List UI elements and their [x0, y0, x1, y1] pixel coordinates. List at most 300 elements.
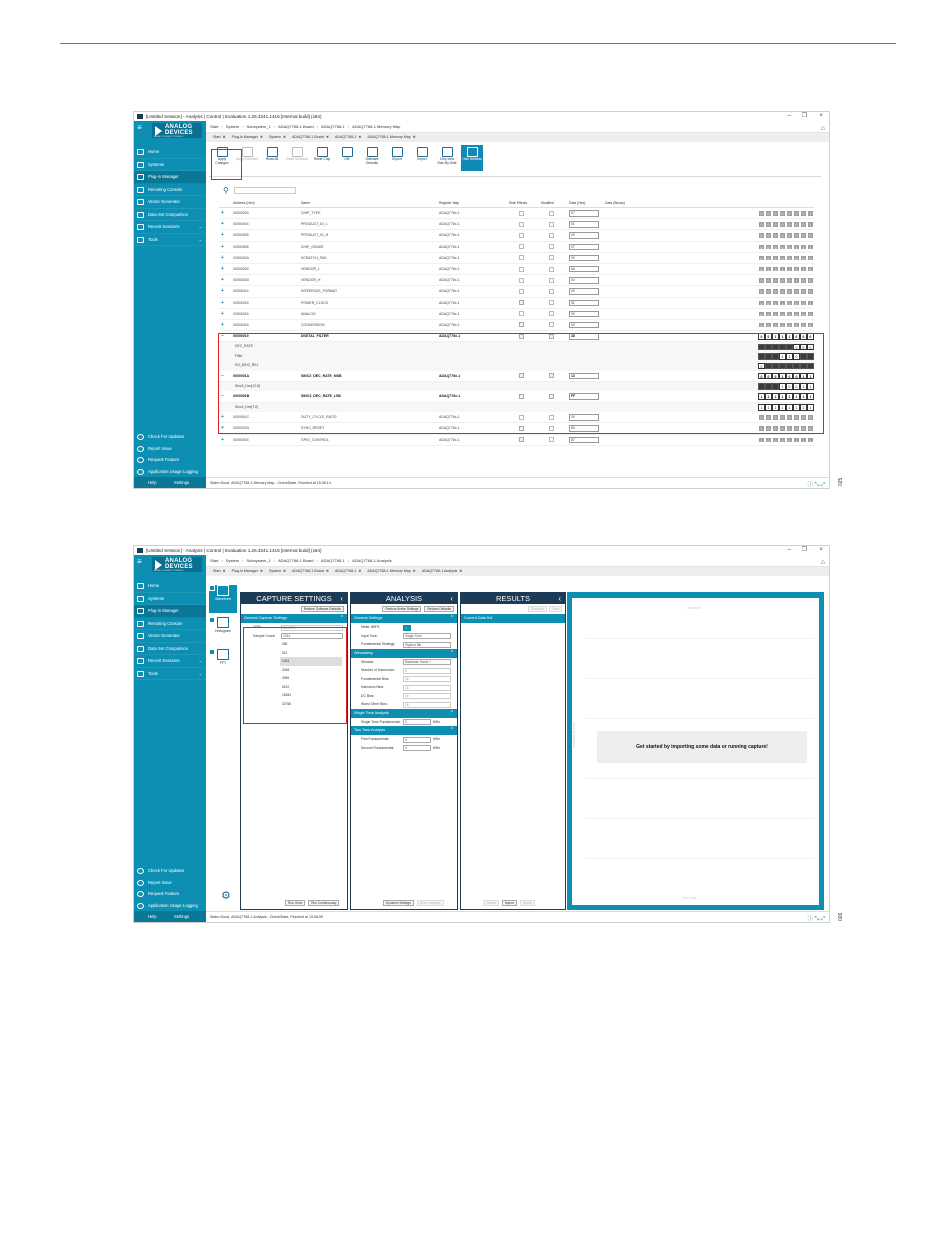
- col-data-binary[interactable]: Data (Binary): [605, 201, 625, 205]
- checkbox-icon[interactable]: [209, 585, 215, 591]
- bit-cell[interactable]: 0: [800, 344, 807, 351]
- tab-system[interactable]: [266, 567, 289, 576]
- bit-cell[interactable]: 1: [807, 300, 814, 307]
- tab-adaq7768-1[interactable]: [332, 567, 364, 576]
- bit-cell[interactable]: 0: [786, 255, 793, 262]
- bit-cell[interactable]: 0: [786, 322, 793, 329]
- data-hex-input[interactable]: 04: [569, 277, 599, 284]
- bit-cell[interactable]: 0: [772, 414, 779, 421]
- side-effects-checkbox[interactable]: [519, 275, 524, 286]
- breadcrumb-item[interactable]: ADAQ7768-1 Memory Map: [352, 124, 401, 129]
- bit-cell[interactable]: 1: [800, 266, 807, 273]
- bit-cell[interactable]: 1: [807, 373, 814, 380]
- software-defaults-button[interactable]: [361, 145, 383, 171]
- bit-cell[interactable]: 1: [807, 221, 814, 228]
- bit-cell[interactable]: 0: [772, 288, 779, 295]
- collapse-icon[interactable]: ‹: [450, 594, 453, 603]
- export-button[interactable]: [386, 145, 408, 171]
- checkbox[interactable]: [549, 255, 554, 260]
- bit-cell[interactable]: 0: [800, 425, 807, 432]
- bit-cell[interactable]: 0: [779, 414, 786, 421]
- bit-cell[interactable]: 0: [772, 210, 779, 217]
- bit-cell[interactable]: 0: [786, 437, 793, 444]
- breadcrumb-item[interactable]: ADAQ7768-1 Board: [278, 124, 314, 129]
- bit-cell[interactable]: 0: [765, 311, 772, 318]
- bit-cell[interactable]: 0: [772, 244, 779, 251]
- bit-cell[interactable]: 1: [793, 210, 800, 217]
- bit-cell[interactable]: 0: [800, 255, 807, 262]
- checkbox[interactable]: [549, 300, 554, 305]
- bit-cell[interactable]: 0: [807, 333, 814, 340]
- breadcrumb-item[interactable]: ADAQ7768-1: [320, 558, 345, 563]
- binary-bits[interactable]: [758, 437, 814, 444]
- expand-icon[interactable]: +: [221, 232, 224, 239]
- register-row[interactable]: [219, 275, 814, 286]
- checkbox[interactable]: [549, 222, 554, 227]
- bit-cell[interactable]: 0: [779, 322, 786, 329]
- bit-cell[interactable]: 0: [807, 255, 814, 262]
- field-value[interactable]: 5: [403, 668, 451, 674]
- home-icon[interactable]: ⌂: [820, 559, 825, 566]
- collapse-icon[interactable]: ‹: [558, 594, 561, 603]
- bit-cell[interactable]: 1: [779, 373, 786, 380]
- bit-cell[interactable]: 1: [779, 383, 786, 390]
- bit-cell[interactable]: 0: [793, 221, 800, 228]
- checkbox[interactable]: [549, 322, 554, 327]
- side-effects-checkbox[interactable]: [519, 264, 524, 275]
- bit-cell[interactable]: 0: [779, 210, 786, 217]
- gear-icon[interactable]: ⚙: [221, 890, 231, 902]
- bit-cell[interactable]: 1: [793, 277, 800, 284]
- expand-icon[interactable]: +: [221, 310, 224, 317]
- register-row[interactable]: [219, 230, 814, 241]
- data-hex-input[interactable]: 00: [569, 288, 599, 295]
- collapse-icon[interactable]: −: [221, 372, 224, 379]
- import-button[interactable]: [411, 145, 433, 171]
- bit-cell[interactable]: 0: [772, 277, 779, 284]
- sidebar-item-report-issue[interactable]: [134, 443, 206, 455]
- checkbox[interactable]: [549, 233, 554, 238]
- dropdown-option[interactable]: 4096: [282, 676, 290, 680]
- side-effects-checkbox[interactable]: [519, 219, 524, 230]
- close-icon[interactable]: ×: [819, 547, 823, 553]
- read-all-button[interactable]: [261, 145, 283, 171]
- dropdown-option[interactable]: 16384: [282, 693, 291, 697]
- run-once-button[interactable]: Run Once: [285, 900, 305, 906]
- bit-cell[interactable]: 0: [779, 277, 786, 284]
- expand-icon[interactable]: +: [221, 436, 224, 443]
- minimize-icon[interactable]: –: [787, 547, 791, 553]
- bit-cell[interactable]: 1: [800, 244, 807, 251]
- register-row[interactable]: [219, 435, 814, 446]
- sidebar-item-remoting-console[interactable]: [134, 618, 206, 631]
- bit-cell[interactable]: 1: [786, 404, 793, 411]
- checkbox[interactable]: [519, 322, 524, 327]
- close-icon[interactable]: ×: [819, 113, 823, 119]
- bit-cell[interactable]: 0: [800, 300, 807, 307]
- bit-cell[interactable]: 0: [800, 221, 807, 228]
- sidebar-item-request-feature[interactable]: [134, 454, 206, 466]
- checkbox[interactable]: [519, 244, 524, 249]
- bit-cell[interactable]: 1: [786, 333, 793, 340]
- tab-adaq7768-1-memory-map[interactable]: [364, 133, 418, 142]
- bit-cell[interactable]: 0: [779, 437, 786, 444]
- bit-cell[interactable]: 0: [758, 333, 765, 340]
- current-data-set-header[interactable]: Current Data Set: [461, 614, 565, 623]
- first-fundamental-input[interactable]: 0: [403, 737, 431, 743]
- tab-adaq7768-1-analysis[interactable]: [419, 567, 466, 576]
- bit-cell[interactable]: 0: [779, 221, 786, 228]
- field-value[interactable]: Single Tone: [403, 633, 451, 639]
- close-icon[interactable]: ✕: [325, 135, 329, 139]
- bit-cell[interactable]: 1: [779, 333, 786, 340]
- side-effects-checkbox[interactable]: [519, 208, 524, 219]
- bit-cell[interactable]: 0: [786, 373, 793, 380]
- bit-cell[interactable]: 0: [772, 221, 779, 228]
- restore-software-defaults-button[interactable]: Restore Software Defaults: [301, 606, 344, 612]
- bit-cell[interactable]: 0: [807, 311, 814, 318]
- tab-adaq7768-1-board[interactable]: [289, 133, 332, 142]
- data-hex-input[interactable]: 07: [569, 244, 599, 251]
- dropdown-option[interactable]: 256: [282, 642, 288, 646]
- bit-cell[interactable]: 0: [793, 232, 800, 239]
- breadcrumb-item[interactable]: Subsystem_1: [246, 558, 271, 563]
- register-row[interactable]: [219, 309, 814, 320]
- field-value[interactable]: Highest Bin: [403, 642, 451, 648]
- dropdown-option[interactable]: 32768: [282, 701, 291, 706]
- sidebar-item-remoting-console[interactable]: [134, 184, 206, 197]
- status-icons[interactable]: ⓘ ⤡ ⤢: [807, 916, 825, 922]
- bit-cell[interactable]: 0: [758, 373, 765, 380]
- side-effects-checkbox[interactable]: [519, 230, 524, 241]
- expand-icon[interactable]: +: [221, 265, 224, 272]
- sidebar-item-recent-sessions[interactable]: [134, 655, 206, 668]
- binary-bits[interactable]: [758, 266, 814, 273]
- bit-cell[interactable]: 0: [800, 414, 807, 421]
- register-row[interactable]: [219, 286, 814, 297]
- bit-cell[interactable]: 1: [779, 404, 786, 411]
- bit-cell[interactable]: 1: [800, 404, 807, 411]
- sidebar-item-recent-sessions[interactable]: [134, 221, 206, 234]
- bit-cell[interactable]: 0: [758, 255, 765, 262]
- chip-view-side-by-side-button[interactable]: [436, 145, 458, 171]
- checkbox[interactable]: [519, 211, 524, 216]
- sidebar-item-systems[interactable]: [134, 159, 206, 172]
- bit-cell[interactable]: 0: [800, 333, 807, 340]
- bit-cell[interactable]: 1: [779, 353, 786, 360]
- bit-cell[interactable]: 0: [772, 425, 779, 432]
- bit-cell[interactable]: 1: [800, 373, 807, 380]
- bit-cell[interactable]: 1: [765, 404, 772, 411]
- field-value[interactable]: Blackman Harris 7: [403, 659, 451, 665]
- bit-cell[interactable]: 0: [779, 244, 786, 251]
- bit-cell[interactable]: 0: [758, 322, 765, 329]
- modified-checkbox[interactable]: [549, 219, 554, 230]
- data-hex-input[interactable]: 13: [569, 373, 599, 380]
- sidebar-item-tools[interactable]: [134, 234, 206, 247]
- bit-cell[interactable]: 1: [758, 393, 765, 400]
- data-hex-input[interactable]: 80: [569, 425, 599, 432]
- col-name[interactable]: Name: [301, 201, 311, 205]
- bit-cell[interactable]: 1: [807, 393, 814, 400]
- side-effects-checkbox[interactable]: [519, 298, 524, 309]
- bit-cell[interactable]: 0: [807, 414, 814, 421]
- breadcrumb-item[interactable]: ADAQ7768-1: [320, 124, 345, 129]
- data-hex-input[interactable]: 00: [569, 255, 599, 262]
- register-row[interactable]: [219, 264, 814, 275]
- bit-cell[interactable]: 0: [793, 311, 800, 318]
- sidebar-item-home[interactable]: [134, 146, 206, 159]
- bit-cell[interactable]: 0: [807, 232, 814, 239]
- bit-cell[interactable]: 0: [793, 300, 800, 307]
- bit-cell[interactable]: 1: [758, 404, 765, 411]
- bit-cell[interactable]: 1: [807, 437, 814, 444]
- checkbox[interactable]: [519, 267, 524, 272]
- close-icon[interactable]: ✕: [459, 569, 463, 573]
- bit-cell[interactable]: 0: [772, 232, 779, 239]
- col-address[interactable]: Address (Hex): [233, 201, 255, 205]
- sidebar-item-vector-generator[interactable]: [134, 196, 206, 209]
- data-hex-input[interactable]: 07: [569, 210, 599, 217]
- help-button[interactable]: Help: [148, 914, 157, 919]
- search-icon[interactable]: ⚲: [223, 186, 229, 195]
- bit-cell[interactable]: 0: [793, 266, 800, 273]
- import-button[interactable]: Import: [502, 900, 517, 906]
- close-icon[interactable]: ✕: [222, 569, 226, 573]
- tab-start[interactable]: [210, 133, 229, 142]
- col-side-effects[interactable]: Side Effects: [509, 201, 528, 205]
- data-hex-input[interactable]: FF: [569, 393, 599, 400]
- data-hex-input[interactable]: 5A: [569, 266, 599, 273]
- binary-bits[interactable]: [758, 322, 814, 329]
- sidebar-item-check-for-updates[interactable]: [134, 865, 206, 877]
- close-icon[interactable]: ✕: [412, 569, 416, 573]
- previous-button[interactable]: Previous: [528, 606, 546, 612]
- expand-icon[interactable]: +: [221, 210, 224, 216]
- cancel-button[interactable]: Cancel: [483, 900, 499, 906]
- bit-cell[interactable]: 0: [793, 373, 800, 380]
- bit-cell[interactable]: 0: [779, 311, 786, 318]
- bit-cell[interactable]: 0: [786, 311, 793, 318]
- data-hex-input[interactable]: 01: [569, 221, 599, 228]
- bit-cell[interactable]: 1: [786, 266, 793, 273]
- bit-cell[interactable]: 0: [807, 277, 814, 284]
- bit-cell[interactable]: 0: [758, 266, 765, 273]
- tab-adaq7768-1-board[interactable]: [289, 567, 332, 576]
- bit-cell[interactable]: 1: [793, 404, 800, 411]
- field-value[interactable]: ✓: [403, 625, 411, 631]
- bit-cell[interactable]: 1: [772, 300, 779, 307]
- tab-plug-in-manager[interactable]: [229, 567, 266, 576]
- binary-bits[interactable]: [758, 255, 814, 262]
- bit-cell[interactable]: 0: [765, 414, 772, 421]
- checkbox[interactable]: [519, 233, 524, 238]
- bit-cell[interactable]: 0: [758, 210, 765, 217]
- expand-icon[interactable]: +: [221, 414, 224, 421]
- bit-cell[interactable]: 1: [800, 393, 807, 400]
- close-icon[interactable]: ✕: [325, 569, 329, 573]
- bit-cell[interactable]: 0: [758, 414, 765, 421]
- checkbox[interactable]: [549, 278, 554, 283]
- bit-cell[interactable]: 0: [765, 221, 772, 228]
- field-value[interactable]: 16: [403, 693, 451, 699]
- second-fundamental-input[interactable]: 0: [403, 745, 431, 751]
- status-icons[interactable]: ⓘ ⤡ ⤢: [807, 482, 825, 488]
- bit-cell[interactable]: 0: [779, 288, 786, 295]
- bit-cell[interactable]: 0: [772, 322, 779, 329]
- general-capture-settings-header[interactable]: General Capture Settings ^: [241, 614, 347, 623]
- view-waveform[interactable]: Waveform: [209, 585, 237, 613]
- bit-cell[interactable]: 0: [779, 232, 786, 239]
- register-row[interactable]: [219, 242, 814, 253]
- bit-cell[interactable]: 0: [807, 322, 814, 329]
- bit-cell[interactable]: 1: [807, 383, 814, 390]
- modified-checkbox[interactable]: [549, 298, 554, 309]
- tab-adaq7768-1[interactable]: [332, 133, 364, 142]
- bit-cell[interactable]: 1: [786, 353, 793, 360]
- side-effects-checkbox[interactable]: [519, 286, 524, 297]
- bit-cell[interactable]: 1: [807, 244, 814, 251]
- binary-bits[interactable]: [758, 244, 814, 251]
- checkbox[interactable]: [549, 289, 554, 294]
- bit-cell[interactable]: 1: [765, 393, 772, 400]
- breadcrumb-item[interactable]: System: [225, 124, 240, 129]
- breadcrumb-item[interactable]: System: [225, 558, 240, 563]
- sidebar-item-plug-in-manager[interactable]: [134, 171, 206, 184]
- bit-cell[interactable]: 0: [786, 288, 793, 295]
- bit-cell[interactable]: 0: [807, 288, 814, 295]
- settings-button[interactable]: Settings: [174, 480, 190, 485]
- bit-cell[interactable]: 0: [758, 288, 765, 295]
- bit-cell[interactable]: 0: [807, 344, 814, 351]
- export-button[interactable]: Export: [520, 900, 535, 906]
- checkbox-icon[interactable]: [209, 649, 215, 655]
- col-modified[interactable]: Modified: [541, 201, 554, 205]
- register-row[interactable]: [219, 320, 814, 331]
- bit-cell[interactable]: 0: [786, 414, 793, 421]
- bit-cell[interactable]: 1: [800, 437, 807, 444]
- breadcrumb-item[interactable]: Start: [210, 558, 219, 563]
- checkbox[interactable]: [519, 300, 524, 305]
- modified-checkbox[interactable]: [549, 208, 554, 219]
- home-icon[interactable]: ⌂: [820, 125, 825, 132]
- modified-checkbox[interactable]: [549, 309, 554, 320]
- expand-icon[interactable]: +: [221, 277, 224, 284]
- bit-cell[interactable]: 0: [793, 255, 800, 262]
- breadcrumb-item[interactable]: Start: [210, 124, 219, 129]
- modified-checkbox[interactable]: [549, 253, 554, 264]
- modified-checkbox[interactable]: [549, 320, 554, 331]
- bit-cell[interactable]: 0: [800, 311, 807, 318]
- expand-icon[interactable]: +: [221, 221, 224, 228]
- close-icon[interactable]: ✕: [412, 135, 416, 139]
- checkbox[interactable]: [549, 311, 554, 316]
- binary-bits[interactable]: [758, 311, 814, 318]
- bit-cell[interactable]: 0: [758, 244, 765, 251]
- sample-count-select[interactable]: 1024: [281, 633, 343, 639]
- bit-cell[interactable]: 0: [765, 425, 772, 432]
- hide-bitfields-button[interactable]: [461, 145, 483, 171]
- register-row[interactable]: [219, 298, 814, 309]
- settings-button[interactable]: Settings: [174, 914, 190, 919]
- expand-icon[interactable]: +: [221, 288, 224, 295]
- two-tone-header[interactable]: Two Tone Analysis ^: [351, 726, 457, 735]
- bit-cell[interactable]: 0: [765, 210, 772, 217]
- side-effects-checkbox[interactable]: [519, 253, 524, 264]
- bit-cell[interactable]: 0: [800, 232, 807, 239]
- bit-cell[interactable]: 1: [765, 266, 772, 273]
- bit-cell[interactable]: 0: [793, 344, 800, 351]
- register-row[interactable]: [219, 219, 814, 230]
- bit-cell[interactable]: 1: [793, 393, 800, 400]
- sidebar-item-data-set-comparison[interactable]: [134, 209, 206, 222]
- side-effects-checkbox[interactable]: [519, 242, 524, 253]
- side-effects-checkbox[interactable]: [519, 309, 524, 320]
- bit-cell[interactable]: 0: [786, 425, 793, 432]
- expand-icon[interactable]: +: [221, 321, 224, 328]
- dropdown-option[interactable]: 2048: [282, 667, 290, 672]
- minimize-icon[interactable]: –: [787, 113, 791, 119]
- checkbox[interactable]: [549, 211, 554, 216]
- data-hex-input[interactable]: 87: [569, 437, 599, 444]
- field-value[interactable]: 16: [403, 702, 451, 708]
- col-register-map[interactable]: Register Map: [439, 201, 460, 205]
- bit-cell[interactable]: 0: [765, 232, 772, 239]
- bit-cell[interactable]: 0: [786, 244, 793, 251]
- breadcrumb-item[interactable]: ADAQ7768-1 Analysis: [352, 558, 392, 563]
- bit-cell[interactable]: 0: [793, 288, 800, 295]
- bit-cell[interactable]: 1: [779, 300, 786, 307]
- dropdown-option[interactable]: 1024: [280, 657, 342, 666]
- checkbox[interactable]: [519, 255, 524, 260]
- bit-cell[interactable]: 0: [772, 266, 779, 273]
- breadcrumb-item[interactable]: ADAQ7768-1 Board: [278, 558, 314, 563]
- tab-system[interactable]: [266, 133, 289, 142]
- bit-cell[interactable]: 1: [807, 404, 814, 411]
- bit-cell[interactable]: 0: [779, 425, 786, 432]
- binary-bits[interactable]: [758, 288, 814, 295]
- help-button[interactable]: Help: [148, 480, 157, 485]
- modified-checkbox[interactable]: [549, 275, 554, 286]
- breadcrumb-item[interactable]: Subsystem_1: [246, 124, 271, 129]
- close-icon[interactable]: ✕: [222, 135, 226, 139]
- bit-cell[interactable]: 0: [793, 425, 800, 432]
- bit-cell[interactable]: 1: [800, 383, 807, 390]
- collapse-icon[interactable]: −: [221, 393, 224, 400]
- single-tone-header[interactable]: Single Tone Analysis ^: [351, 709, 457, 718]
- data-hex-input[interactable]: 00: [569, 414, 599, 421]
- bit-cell[interactable]: 0: [765, 437, 772, 444]
- data-hex-input[interactable]: 38: [569, 333, 599, 340]
- checkbox[interactable]: [519, 222, 524, 227]
- bit-cell[interactable]: 0: [765, 244, 772, 251]
- sidebar-item-home[interactable]: [134, 580, 206, 593]
- bit-cell[interactable]: 0: [765, 255, 772, 262]
- sidebar-item-application-usage-logging[interactable]: [134, 900, 206, 912]
- expand-icon[interactable]: +: [221, 243, 224, 250]
- bit-cell[interactable]: 0: [786, 221, 793, 228]
- bit-cell[interactable]: 1: [807, 210, 814, 217]
- bit-cell[interactable]: 0: [758, 300, 765, 307]
- bit-cell[interactable]: 0: [758, 277, 765, 284]
- binary-bits[interactable]: [758, 221, 814, 228]
- bit-cell[interactable]: 0: [758, 221, 765, 228]
- bit-cell[interactable]: 0: [793, 383, 800, 390]
- bit-cell[interactable]: 0: [765, 373, 772, 380]
- bit-cell[interactable]: 0: [772, 311, 779, 318]
- bit-cell[interactable]: 0: [779, 255, 786, 262]
- modified-checkbox[interactable]: [549, 286, 554, 297]
